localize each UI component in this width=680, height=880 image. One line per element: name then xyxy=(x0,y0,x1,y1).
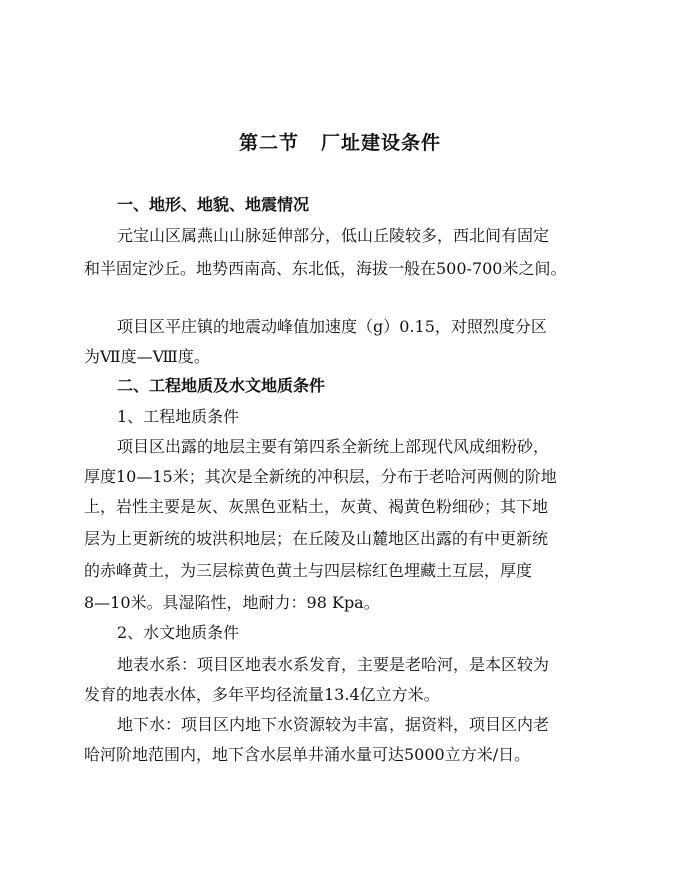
terrain-p2-line2: 为Ⅶ度—Ⅷ度。 xyxy=(84,347,210,366)
page-title xyxy=(0,128,680,155)
geology-p1-line5: 的赤峰黄土，为三层棕黄色黄土与四层棕红色埋藏土互层，厚度 xyxy=(84,561,533,580)
terrain-p1-line1: 元宝山区属燕山山脉延伸部分，低山丘陵较多，西北间有固定 xyxy=(117,226,550,245)
terrain-p2-line1: 项目区平庄镇的地震动峰值加速度（g）0.15，对照烈度分区 xyxy=(117,317,547,336)
subheading-hydro: 2、水文地质条件 xyxy=(117,623,240,642)
hydro-p3-line1: 地下水：项目区内地下水资源较为丰富，据资料，项目区内老 xyxy=(117,715,550,734)
title-section-number: 第二节 xyxy=(238,132,299,154)
heading-terrain: 一、地形、地貌、地震情况 xyxy=(117,195,310,214)
hydro-p2-line1: 地表水系：项目区地表水系发育，主要是老哈河，是本区较为 xyxy=(117,655,550,674)
hydro-p3-line2: 哈河阶地范围内，地下含水层单井涌水量可达5000立方米/日。 xyxy=(84,745,531,764)
heading-geology: 二、工程地质及水文地质条件 xyxy=(117,376,326,395)
hydro-p2-line2: 发育的地表水体，多年平均径流量13.4亿立方米。 xyxy=(84,685,440,704)
subheading-engineering: 1、工程地质条件 xyxy=(117,407,240,426)
geology-p1-line1: 项目区出露的地层主要有第四系全新统上部现代风成细粉砂， xyxy=(117,437,550,456)
title-section-name: 厂址建设条件 xyxy=(321,132,442,154)
geology-p1-line3: 上，岩性主要是灰、灰黑色亚粘土，灰黄、褐黄色粉细砂；其下地 xyxy=(84,497,549,516)
terrain-p1-line2: 和半固定沙丘。地势西南高、东北低，海拔一般在500-700米之间。 xyxy=(84,259,567,278)
geology-p1-line4: 层为上更新统的坡洪积地层；在丘陵及山麓地区出露的有中更新统 xyxy=(84,529,549,548)
geology-p1-line6: 8—10米。具湿陷性，地耐力：98 Kpa。 xyxy=(84,593,380,612)
geology-p1-line2: 厚度10—15米；其次是全新统的冲积层，分布于老哈河两侧的阶地 xyxy=(84,467,557,486)
